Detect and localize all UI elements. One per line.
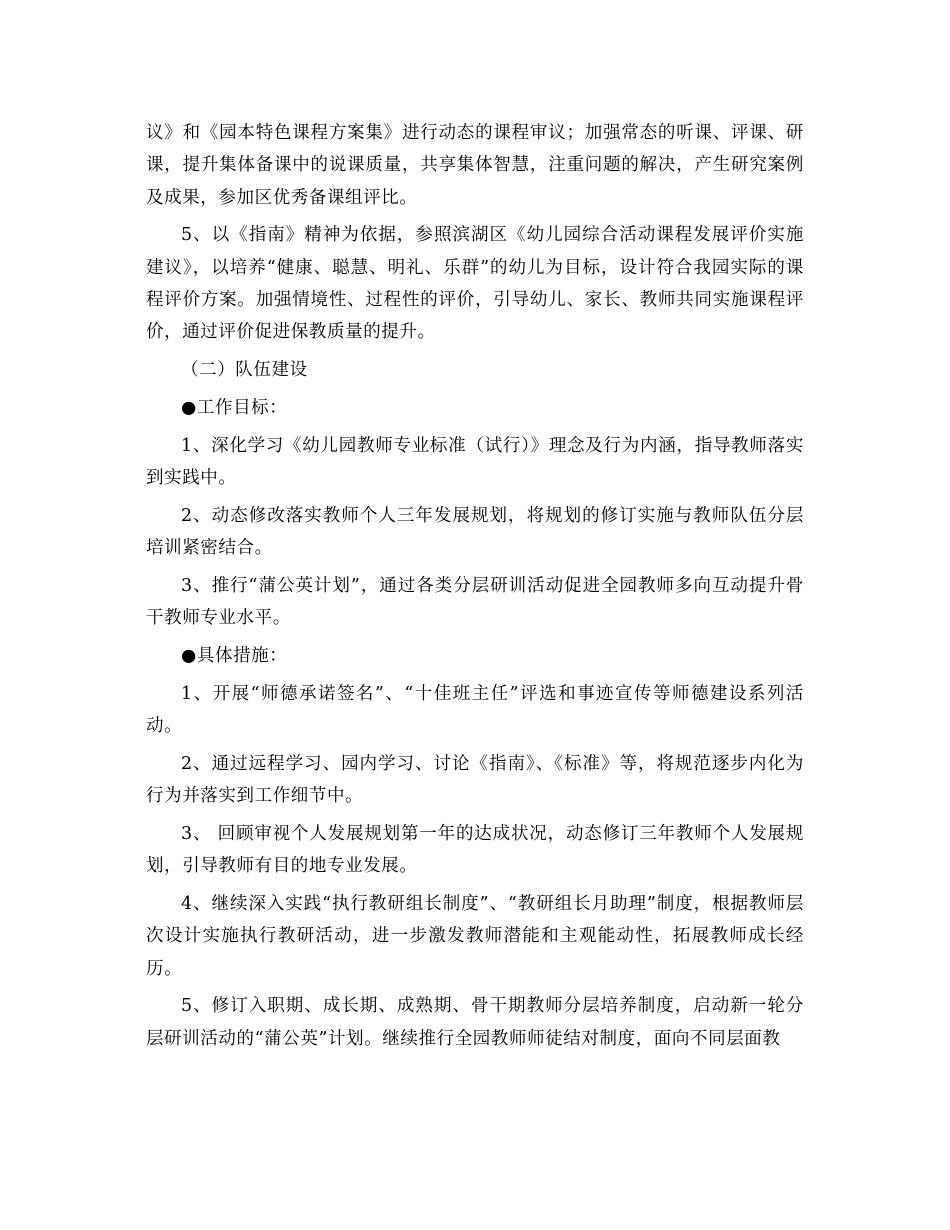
- goal-item-3: 3、推行“蒲公英计划”，通过各类分层研训活动促进全园教师多向互动提升骨干教师专业水平。: [146, 575, 804, 629]
- measure-item-5: 5、修订入职期、成长期、成熟期、骨干期教师分层培养制度，启动新一轮分层研训活动的“蒲公英”计划。继续推行全园教师师徒结对制度，面向不同层面教: [146, 996, 804, 1049]
- measure-item-4: 4、继续深入实践“执行教研组长制度”、“教研组长月助理”制度，根据教师层次设计实施执行教研活动，进一步激发教师潜能和主观能动性，拓展教师成长经历。: [146, 894, 804, 979]
- goal-item-2: 2、动态修改落实教师个人三年发展规划，将规划的修订实施与教师队伍分层培训紧密结合。: [146, 505, 804, 559]
- section-heading-team-building: （二）队伍建设: [181, 360, 308, 381]
- measure-item-1: 1、开展“师德承诺签名”、“十佳班主任”评选和事迹宣传等师德建设系列活动。: [146, 683, 804, 737]
- subheading-specific-measures: ●具体措施：: [181, 645, 288, 666]
- measure-item-2: 2、通过远程学习、园内学习、讨论《指南》、《标准》等，将规范逐步内化为行为并落实到工作细节中。: [146, 753, 804, 807]
- subheading-work-goals: ●工作目标：: [181, 397, 288, 418]
- paragraph-item-5-curriculum-evaluation: 5、以《指南》精神为依据，参照滨湖区《幼儿园综合活动课程发展评价实施建议》，以培养“健康、聪慧、明礼、乐群”的幼儿为目标，设计符合我园实际的课程评价方案。加强情境性、过程性的评价，引导幼儿、家长、教师共同实施课程评价，通过评价促进保教质量的提升。: [146, 225, 804, 343]
- paragraph-curriculum-review-continued: 议》和《园本特色课程方案集》进行动态的课程审议；加强常态的听课、评课、研课，提升集体备课中的说课质量，共享集体智慧，注重问题的解决，产生研究案例及成果，参加区优秀备课组评比。: [146, 123, 804, 208]
- goal-item-1: 1、深化学习《幼儿园教师专业标准（试行）》理念及行为内涵，指导教师落实到实践中。: [146, 435, 804, 488]
- document-page: [146, 117, 804, 1055]
- measure-item-3: 3、 回顾审视个人发展规划第一年的达成状况，动态修订三年教师个人发展规划，引导教师有目的地专业发展。: [146, 823, 804, 877]
